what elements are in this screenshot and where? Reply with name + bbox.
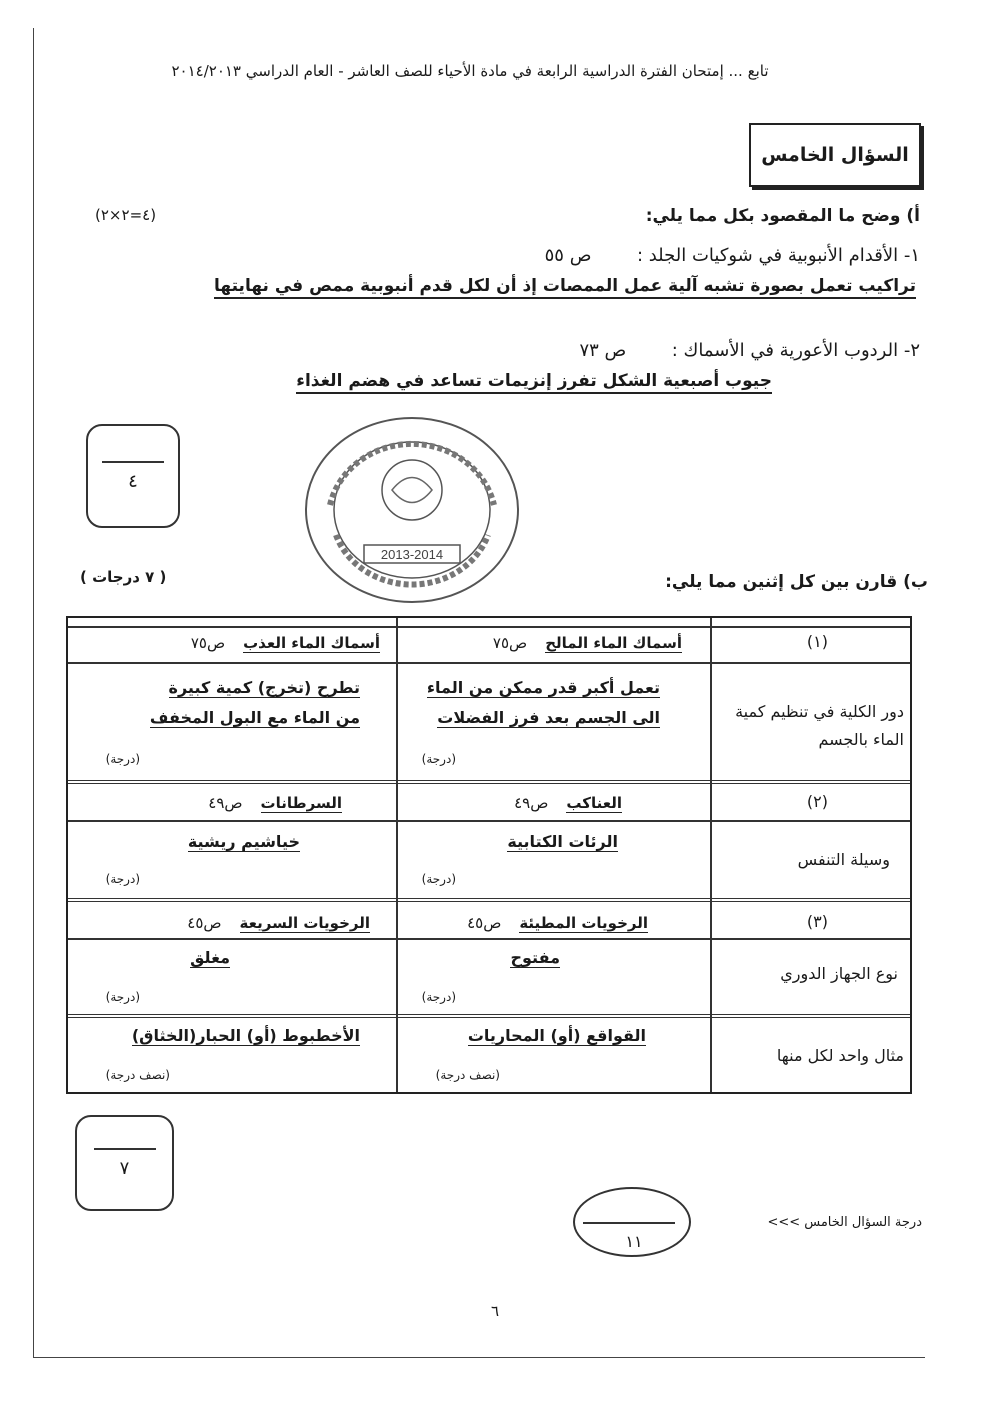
item-2-term — [579, 340, 920, 361]
row-3-col1-mark: (درجة) — [421, 990, 456, 1004]
row-1-col1-header — [493, 634, 682, 653]
part-b-score-box — [75, 1115, 174, 1211]
score-line — [94, 1148, 156, 1150]
row-4-criterion: مثال واحد لكل منها — [776, 1046, 904, 1065]
row-3-col2-page: ص٤٥ — [187, 914, 222, 932]
question-total-label: درجة السؤال الخامس >>> — [767, 1215, 922, 1230]
row-2-number: (٢) — [806, 792, 828, 811]
item-1-term-text: ١- الأقدام الأنبوبية في شوكيات الجلد : — [636, 245, 920, 266]
row-1-col2-answer-line-1: تطرح (تخرج) كمية كبيرة — [168, 678, 360, 697]
item-1-term — [545, 245, 920, 266]
row-2-col2-title: السرطانات — [260, 794, 342, 812]
row-3-number: (٣) — [806, 912, 828, 931]
row-2-col1-page: ص٤٩ — [514, 794, 549, 812]
question-title: السؤال الخامس — [749, 123, 921, 187]
score-line — [102, 461, 164, 463]
row-2-col2-mark: (درجة) — [105, 872, 140, 886]
row-2-col2-header — [208, 794, 342, 813]
comparison-table — [66, 616, 912, 1094]
row-2-col2-answer: خياشيم ريشية — [187, 832, 300, 851]
row-2-col1-title: العناكب — [566, 794, 622, 812]
row-1-header-line — [68, 662, 910, 664]
row-3-col2-title: الرخويات السريعة — [239, 914, 370, 932]
row-2-criterion: وسيلة التنفس — [797, 850, 890, 869]
row-3-col1-header — [467, 914, 648, 933]
row-1-end-line — [68, 780, 910, 784]
row-4-col1-answer: القواقع (أو) المحاريات — [467, 1026, 646, 1045]
part-b-heading: ب) قارن بين كل إثنين مما يلي: — [665, 572, 928, 592]
stamp-year: 2013-2014 — [380, 547, 444, 562]
part-a-heading: أ) وضح ما المقصود بكل مما يلي: — [645, 206, 920, 226]
row-1-col2-header — [191, 634, 380, 653]
row-3-col2-header — [187, 914, 370, 933]
table-divider-columns — [396, 618, 398, 1092]
table-top-inner — [68, 626, 910, 628]
item-2-term-text: ٢- الردوب الأعورية في الأسماك : — [671, 340, 920, 361]
row-1-col2-answer-line-2: من الماء مع البول المخفف — [149, 708, 360, 727]
part-b-marks: ( ٧ درجات ) — [80, 568, 167, 586]
row-1-col2-page: ص٧٥ — [190, 634, 226, 652]
row-2-header-line — [68, 820, 910, 822]
row-1-col1-page: ص٧٥ — [492, 634, 528, 652]
item-2-page-ref: ص ٧٣ — [579, 340, 627, 361]
row-2-col1-header — [514, 794, 622, 813]
row-3-end-line — [68, 1014, 910, 1018]
row-2-end-line — [68, 898, 910, 902]
row-3-col1-title: الرخويات المطيئة — [519, 914, 648, 932]
row-3-col2-answer: مغلق — [190, 948, 230, 967]
row-2-col2-page: ص٤٩ — [208, 794, 243, 812]
row-1-col2-mark: (درجة) — [105, 752, 140, 766]
row-4-col2-answer: الأخطبوط (أو) الحبار(الخثاق) — [131, 1026, 360, 1045]
school-stamp-icon — [300, 410, 525, 610]
question-total-value: ١١ — [625, 1232, 643, 1251]
part-a-marks: (٤=٢×٢) — [95, 206, 157, 224]
row-1-col1-answer-line-1: تعمل أكبر قدر ممكن من الماء — [426, 678, 660, 697]
part-a-score: ٤ — [128, 470, 138, 492]
part-a-score-box — [86, 424, 180, 528]
question-total-line — [583, 1222, 675, 1224]
row-2-col1-answer: الرئات الكتابية — [507, 832, 618, 851]
row-1-criterion: دور الكلية في تنظيم كمية الماء بالجسم — [735, 702, 904, 749]
row-1-col1-mark: (درجة) — [421, 752, 456, 766]
row-3-col2-mark: (درجة) — [105, 990, 140, 1004]
table-divider-criteria — [710, 618, 712, 1092]
row-1-col1-title: أسماك الماء المالح — [545, 634, 682, 652]
row-3-col1-page: ص٤٥ — [467, 914, 502, 932]
row-4-col1-mark: (نصف درجة) — [435, 1068, 500, 1082]
item-2-answer: جيوب أصبعية الشكل تفرز إنزيمات تساعد في هضم الغذاء — [296, 371, 772, 394]
page-number: ٦ — [490, 1302, 500, 1320]
row-3-header-line — [68, 938, 910, 940]
item-1-page-ref: ص ٥٥ — [544, 245, 592, 266]
exam-header: تابع ... إمتحان الفترة الدراسية الرابعة في مادة الأحياء للصف العاشر - العام الدراسي ٢٠١٤/٢٠١٣ — [171, 62, 769, 80]
row-2-col1-mark: (درجة) — [421, 872, 456, 886]
row-3-col1-answer: مفتوح — [510, 948, 560, 967]
row-4-col2-mark: (نصف درجة) — [105, 1068, 170, 1082]
row-1-col2-title: أسماك الماء العذب — [243, 634, 380, 652]
row-1-number: (١) — [806, 632, 828, 651]
item-1-answer: تراكيب تعمل بصورة تشبه آلية عمل الممصات إذ أن لكل قدم أنبوبية ممص في نهايتها — [214, 276, 916, 299]
row-3-criterion: نوع الجهاز الدوري — [780, 964, 898, 983]
row-1-col1-answer-line-2: الى الجسم بعد فرز الفضلات — [437, 708, 660, 727]
part-b-score: ٧ — [119, 1157, 130, 1179]
